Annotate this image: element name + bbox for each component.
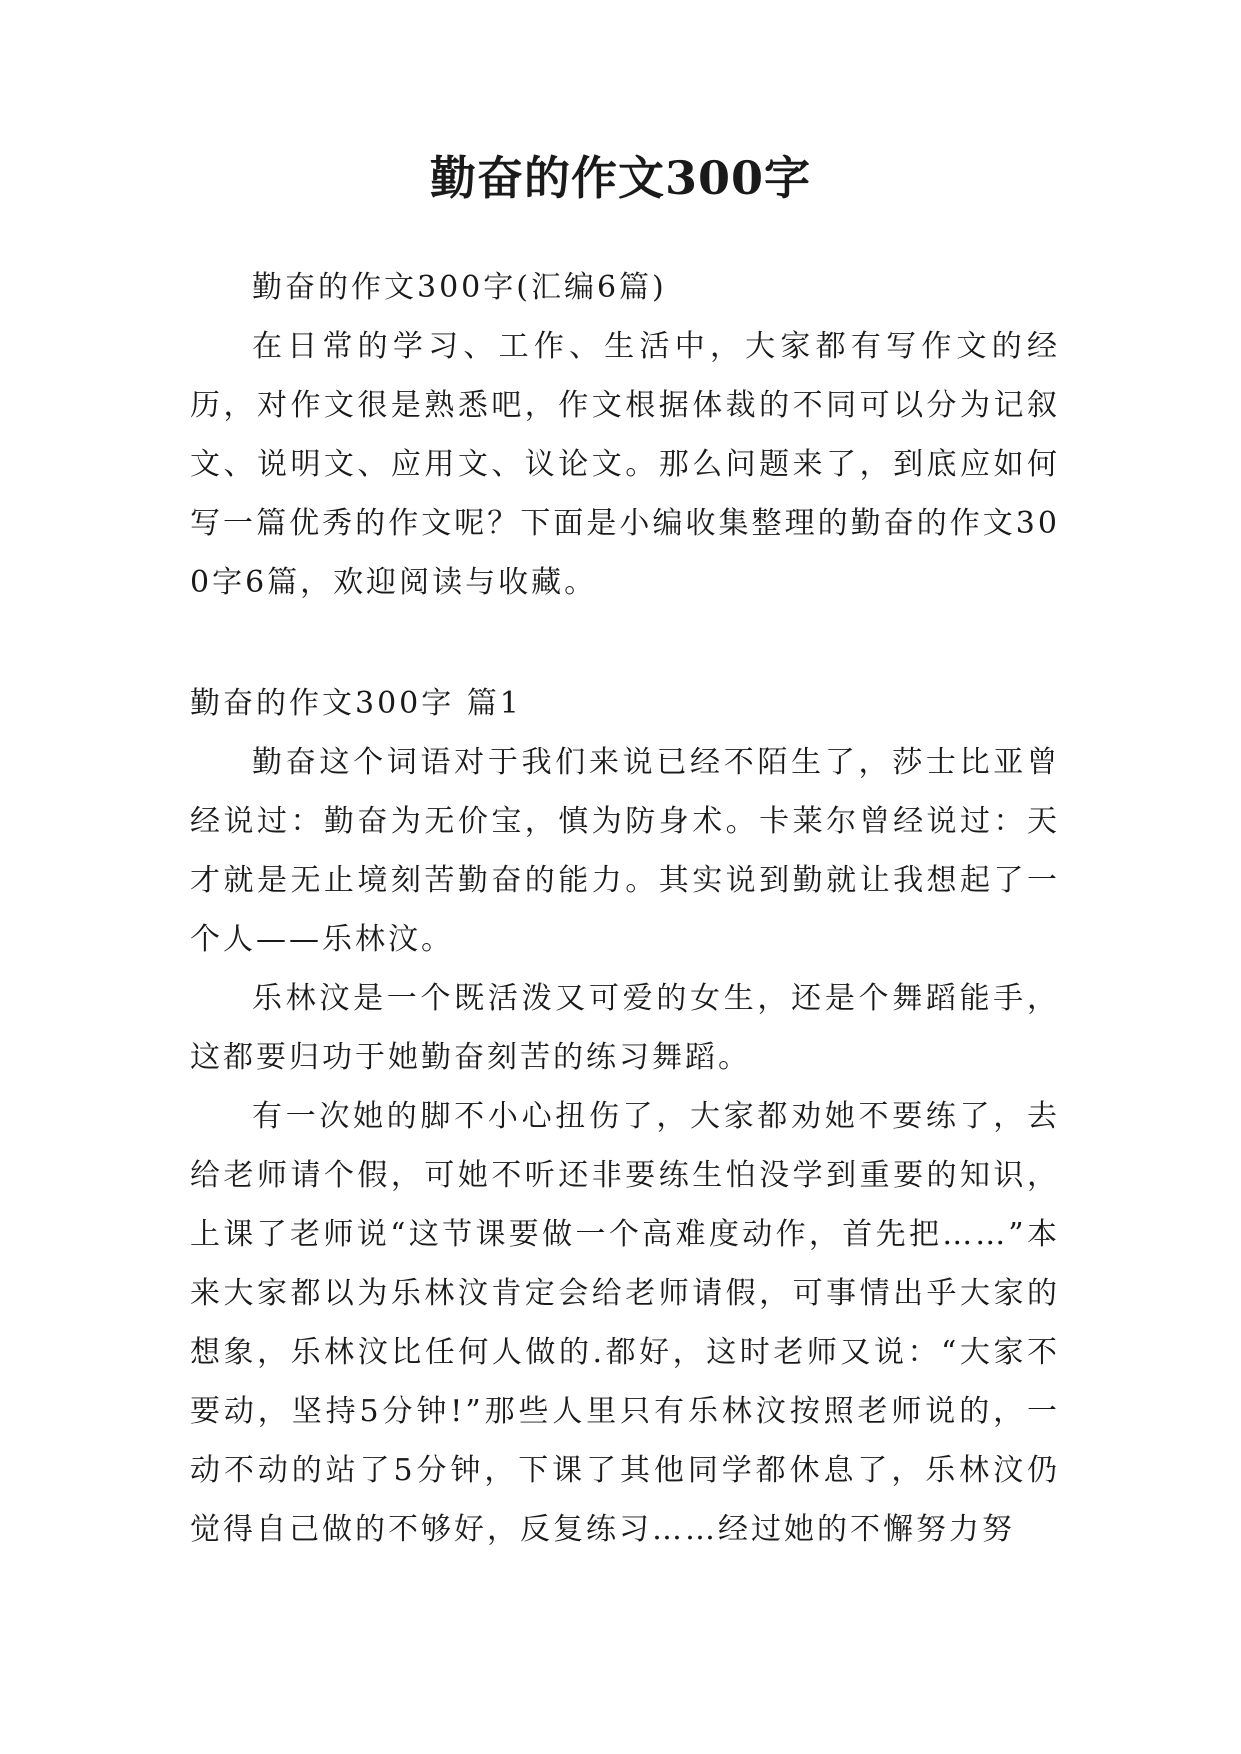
paragraph-spacer: [190, 612, 1060, 674]
document-body: [190, 258, 1060, 1559]
body-paragraph: 勤奋这个词语对于我们来说已经不陌生了，莎士比亚曾经说过：勤奋为无价宝，慎为防身术。卡莱尔曾经说过：天才就是无止境刻苦勤奋的能力。其实说到勤就让我想起了一个人——乐林汶。: [190, 745, 1060, 957]
document-title: 勤奋的作文300字: [429, 151, 812, 205]
section-heading: 勤奋的作文300字 篇1: [190, 686, 522, 721]
body-paragraph: 乐林汶是一个既活泼又可爱的女生，还是个舞蹈能手，这都要归功于她勤奋刻苦的练习舞蹈。: [190, 981, 1060, 1075]
intro-paragraph: 在日常的学习、工作、生活中，大家都有写作文的经历，对作文很是熟悉吧，作文根据体裁的不同可以分为记叙文、说明文、应用文、议论文。那么问题来了，到底应如何写一篇优秀的作文呢？下面是小编收集整理的勤奋的作文300字6篇，欢迎阅读与收藏。: [190, 329, 1060, 600]
body-paragraph: 有一次她的脚不小心扭伤了，大家都劝她不要练了，去给老师请个假，可她不听还非要练生怕没学到重要的知识，上课了老师说“这节课要做一个高难度动作，首先把……”本来大家都以为乐林汶肯定会给老师请假，可事情出乎大家的想象，乐林汶比任何人做的.都好，这时老师又说：“大家不要动，坚持5分钟!”那些人里只有乐林汶按照老师说的，一动不动的站了5分钟，下课了其他同学都休息了，乐林汶仍觉得自己做的不够好，反复练习……经过她的不懈努力努: [190, 1099, 1060, 1547]
subtitle-paragraph: 勤奋的作文300字(汇编6篇): [252, 270, 667, 305]
